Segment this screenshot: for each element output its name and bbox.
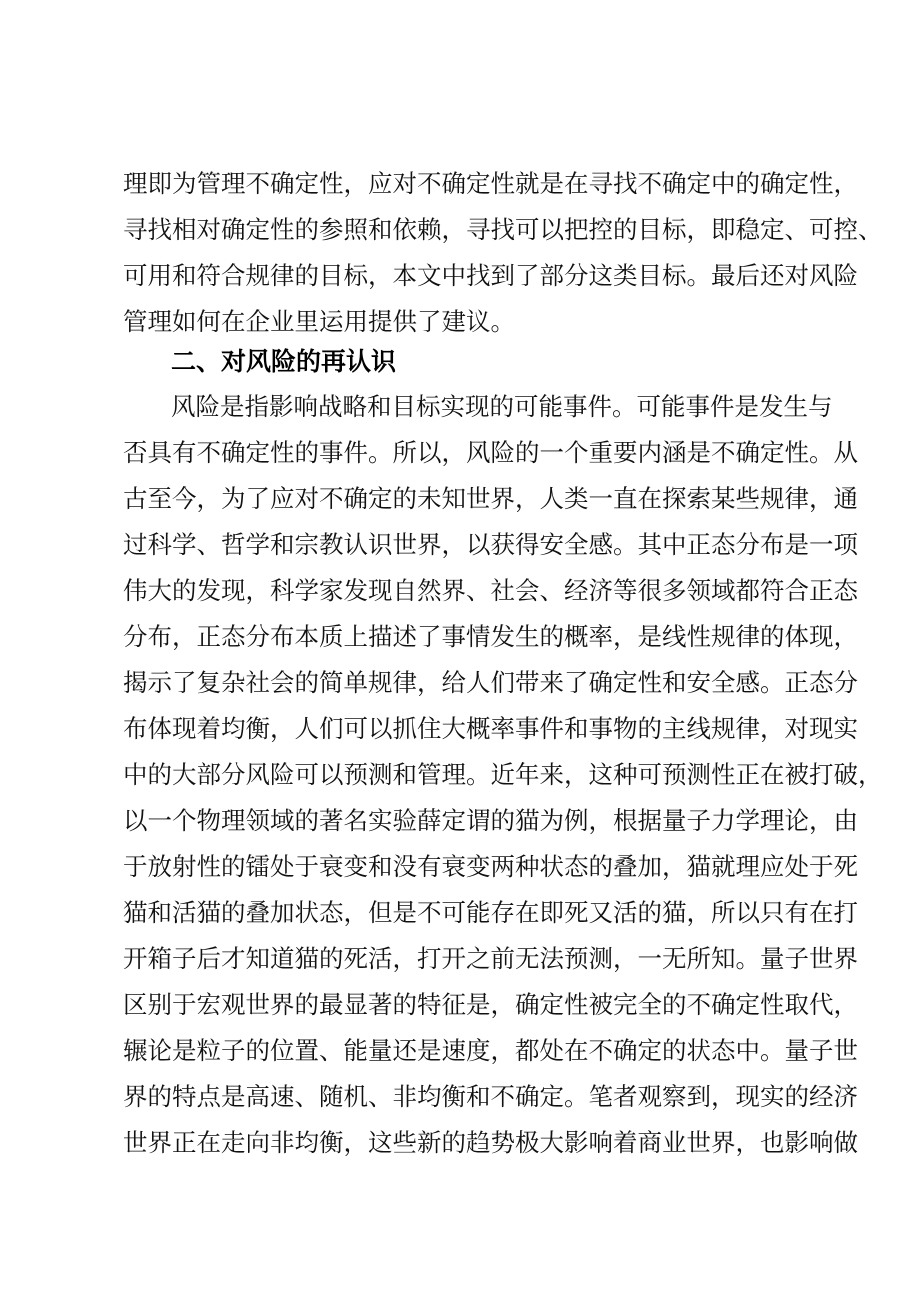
body-line-8: 布体现着均衡，人们可以抓住大概率事件和事物的主线规律，对现实 <box>123 714 858 743</box>
body-line-2: 否具有不确定性的事件。所以，风险的一个重要内涵是不确定性。从 <box>123 438 858 467</box>
intro-line-4: 管理如何在企业里运用提供了建议。 <box>123 307 515 336</box>
body-line-12: 猫和活猫的叠加状态，但是不可能存在即死又活的猫，所以只有在打 <box>123 898 858 927</box>
body-line-1: 风险是指影响战略和目标实现的可能事件。可能事件是发生与 <box>171 392 833 421</box>
body-line-16: 界的特点是高速、随机、非均衡和不确定。笔者观察到，现实的经济 <box>123 1082 858 1111</box>
body-line-9: 中的大部分风险可以预测和管理。近年来，这种可预测性正在被打破， <box>123 760 883 789</box>
intro-line-1: 理即为管理不确定性，应对不确定性就是在寻找不确定中的确定性， <box>123 169 858 198</box>
body-line-17: 世界正在走向非均衡，这些新的趋势极大影响着商业世界，也影响做 <box>123 1128 858 1157</box>
body-line-5: 伟大的发现，科学家发现自然界、社会、经济等很多领域都符合正态 <box>123 576 858 605</box>
body-line-4: 过科学、哲学和宗教认识世界，以获得安全感。其中正态分布是一项 <box>123 530 858 559</box>
section-heading: 二、对风险的再认识 <box>171 347 397 376</box>
body-line-15: 辗论是粒子的位置、能量还是速度，都处在不确定的状态中。量子世 <box>123 1036 858 1065</box>
intro-line-2: 寻找相对确定性的参照和依赖，寻找可以把控的目标，即稳定、可控、 <box>123 215 883 244</box>
body-line-10: 以一个物理领域的著名实验薛定谓的猫为例，根据量子力学理论，由 <box>123 806 858 835</box>
body-line-3: 古至今，为了应对不确定的未知世界，人类一直在探索某些规律，通 <box>123 484 858 513</box>
body-line-13: 开箱子后才知道猫的死活，打开之前无法预测，一无所知。量子世界 <box>123 944 858 973</box>
body-line-7: 揭示了复杂社会的简单规律，给人们带来了确定性和安全感。正态分 <box>123 668 858 697</box>
body-line-14: 区别于宏观世界的最显著的特征是，确定性被完全的不确定性取代， <box>123 990 858 1019</box>
body-line-11: 于放射性的镭处于衰变和没有衰变两种状态的叠加，猫就理应处于死 <box>123 852 858 881</box>
intro-line-3: 可用和符合规律的目标，本文中找到了部分这类目标。最后还对风险 <box>123 261 858 290</box>
body-line-6: 分布，正态分布本质上描述了事情发生的概率，是线性规律的体现， <box>123 622 858 651</box>
